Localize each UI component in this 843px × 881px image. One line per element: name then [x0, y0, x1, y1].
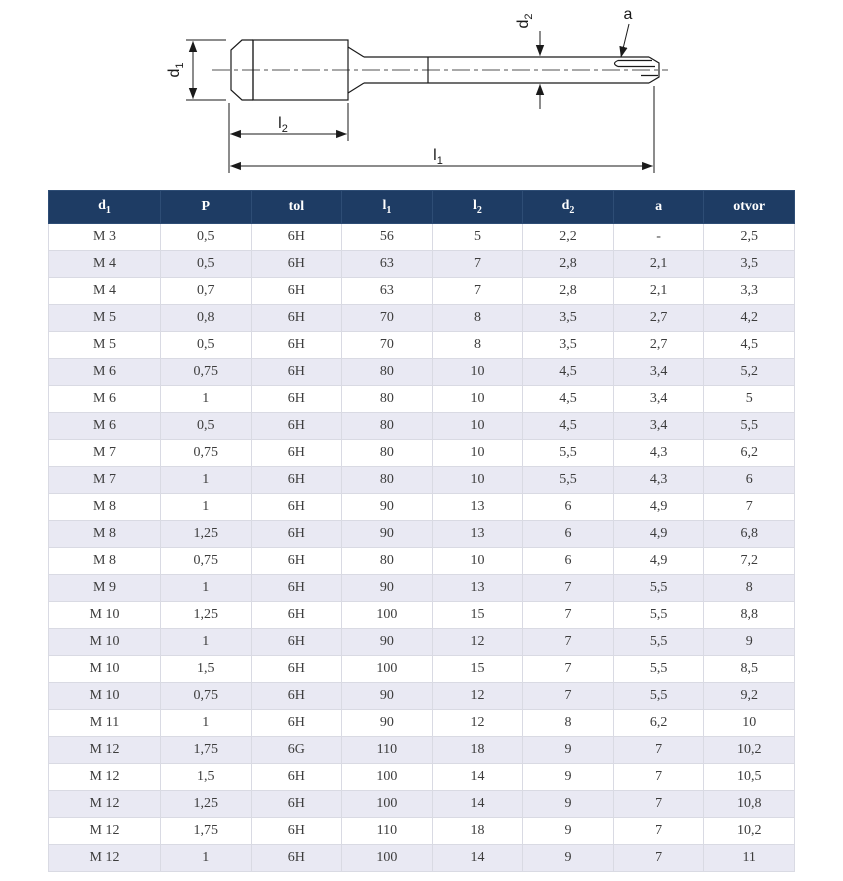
- cell-tol: 6H: [251, 709, 342, 736]
- cell-l1: 100: [342, 790, 433, 817]
- table-row: [49, 682, 795, 709]
- cell-p: 0,5: [161, 223, 252, 250]
- cell-d1: M 6: [49, 412, 161, 439]
- cell-otvor: 8: [704, 574, 795, 601]
- cell-a: 2,7: [613, 304, 704, 331]
- cell-d1: M 8: [49, 520, 161, 547]
- cell-d2: 7: [523, 574, 614, 601]
- cell-l2: 10: [432, 358, 523, 385]
- cell-p: 1: [161, 844, 252, 871]
- cell-l2: 18: [432, 817, 523, 844]
- cell-a: 7: [613, 763, 704, 790]
- cell-a: 7: [613, 844, 704, 871]
- cell-otvor: 10: [704, 709, 795, 736]
- cell-a: 4,9: [613, 493, 704, 520]
- table-row: [49, 817, 795, 844]
- cell-l1: 56: [342, 223, 433, 250]
- cell-tol: 6H: [251, 817, 342, 844]
- cell-tol: 6H: [251, 682, 342, 709]
- table-row: [49, 412, 795, 439]
- cell-l1: 80: [342, 412, 433, 439]
- table-row: [49, 493, 795, 520]
- cell-tol: 6H: [251, 493, 342, 520]
- cell-d1: M 10: [49, 682, 161, 709]
- table-row: [49, 763, 795, 790]
- cell-d1: M 7: [49, 439, 161, 466]
- cell-otvor: 3,5: [704, 250, 795, 277]
- cell-otvor: 8,8: [704, 601, 795, 628]
- cell-p: 0,8: [161, 304, 252, 331]
- cell-a: 5,5: [613, 655, 704, 682]
- cell-d2: 2,8: [523, 250, 614, 277]
- cell-tol: 6H: [251, 628, 342, 655]
- cell-otvor: 6,2: [704, 439, 795, 466]
- cell-l2: 7: [432, 277, 523, 304]
- cell-a: 5,5: [613, 628, 704, 655]
- cell-a: 6,2: [613, 709, 704, 736]
- cell-p: 0,75: [161, 439, 252, 466]
- cell-a: 5,5: [613, 601, 704, 628]
- table-row: [49, 277, 795, 304]
- cell-d2: 9: [523, 844, 614, 871]
- cell-p: 0,75: [161, 682, 252, 709]
- cell-l1: 80: [342, 439, 433, 466]
- cell-d1: M 6: [49, 385, 161, 412]
- cell-d2: 6: [523, 547, 614, 574]
- cell-l2: 14: [432, 790, 523, 817]
- cell-l1: 90: [342, 520, 433, 547]
- cell-l2: 7: [432, 250, 523, 277]
- cell-tol: 6H: [251, 466, 342, 493]
- cell-a: 2,7: [613, 331, 704, 358]
- cell-l2: 13: [432, 493, 523, 520]
- cell-d2: 2,2: [523, 223, 614, 250]
- cell-l1: 90: [342, 682, 433, 709]
- cell-l1: 110: [342, 817, 433, 844]
- cell-d2: 9: [523, 790, 614, 817]
- cell-d1: M 10: [49, 655, 161, 682]
- cell-tol: 6H: [251, 655, 342, 682]
- flute-slot: [615, 61, 656, 67]
- cell-l2: 13: [432, 574, 523, 601]
- cell-l2: 14: [432, 844, 523, 871]
- table-row: [49, 223, 795, 250]
- cell-d2: 3,5: [523, 304, 614, 331]
- cell-d1: M 8: [49, 547, 161, 574]
- table-row: [49, 547, 795, 574]
- label-l1: $l_1$: [433, 147, 443, 167]
- cell-l2: 10: [432, 412, 523, 439]
- cell-d2: 7: [523, 655, 614, 682]
- label-d1: $d_1$: [166, 62, 186, 78]
- cell-l1: 110: [342, 736, 433, 763]
- cell-a: 4,9: [613, 547, 704, 574]
- cell-d2: 4,5: [523, 385, 614, 412]
- table-row: [49, 844, 795, 871]
- cell-p: 0,5: [161, 331, 252, 358]
- cell-d2: 3,5: [523, 331, 614, 358]
- cell-p: 0,5: [161, 412, 252, 439]
- cell-tol: 6H: [251, 277, 342, 304]
- cell-d2: 4,5: [523, 412, 614, 439]
- table-body: [49, 223, 795, 871]
- table-row: [49, 331, 795, 358]
- cell-tol: 6H: [251, 250, 342, 277]
- cell-a: 2,1: [613, 277, 704, 304]
- cell-a: 7: [613, 736, 704, 763]
- cell-p: 1: [161, 385, 252, 412]
- cell-p: 0,5: [161, 250, 252, 277]
- cell-l1: 80: [342, 358, 433, 385]
- label-l2: $l_2$: [278, 115, 288, 135]
- cell-l1: 80: [342, 385, 433, 412]
- cell-d1: M 5: [49, 331, 161, 358]
- cell-otvor: 9,2: [704, 682, 795, 709]
- table-row: [49, 358, 795, 385]
- cell-tol: 6H: [251, 331, 342, 358]
- cell-a: 3,4: [613, 358, 704, 385]
- cell-l2: 8: [432, 331, 523, 358]
- cell-l1: 100: [342, 655, 433, 682]
- table-row: [49, 736, 795, 763]
- cell-tol: 6H: [251, 763, 342, 790]
- cell-otvor: 6: [704, 466, 795, 493]
- cell-d2: 8: [523, 709, 614, 736]
- cell-d1: M 11: [49, 709, 161, 736]
- tap-drawing-svg: [0, 0, 843, 184]
- cell-a: -: [613, 223, 704, 250]
- cell-l2: 10: [432, 547, 523, 574]
- cell-d2: 4,5: [523, 358, 614, 385]
- cell-otvor: 4,2: [704, 304, 795, 331]
- cell-d2: 9: [523, 763, 614, 790]
- column-header-d1: $d_1$: [49, 191, 161, 224]
- cell-d2: 5,5: [523, 466, 614, 493]
- cell-d2: 7: [523, 682, 614, 709]
- cell-d1: M 5: [49, 304, 161, 331]
- cell-otvor: 7,2: [704, 547, 795, 574]
- table-row: [49, 520, 795, 547]
- table-row: [49, 790, 795, 817]
- cell-l2: 12: [432, 628, 523, 655]
- cell-otvor: 4,5: [704, 331, 795, 358]
- cell-p: 1,25: [161, 790, 252, 817]
- cell-d1: M 4: [49, 250, 161, 277]
- table-row: [49, 250, 795, 277]
- cell-d2: 6: [523, 493, 614, 520]
- cell-l1: 70: [342, 304, 433, 331]
- cell-d1: M 12: [49, 817, 161, 844]
- cell-d1: M 12: [49, 790, 161, 817]
- cell-otvor: 6,8: [704, 520, 795, 547]
- cell-l2: 13: [432, 520, 523, 547]
- cell-a: 5,5: [613, 574, 704, 601]
- cell-otvor: 10,8: [704, 790, 795, 817]
- cell-a: 4,9: [613, 520, 704, 547]
- cell-a: 7: [613, 817, 704, 844]
- cell-l2: 5: [432, 223, 523, 250]
- cell-l2: 10: [432, 466, 523, 493]
- table-header-row: [49, 191, 795, 224]
- cell-p: 1,5: [161, 763, 252, 790]
- cell-otvor: 5,5: [704, 412, 795, 439]
- cell-a: 5,5: [613, 682, 704, 709]
- cell-otvor: 2,5: [704, 223, 795, 250]
- cell-p: 1,75: [161, 817, 252, 844]
- dimension-lines: [186, 24, 654, 173]
- column-header-a: a: [613, 191, 704, 224]
- dimension-labels: [166, 6, 633, 167]
- cell-l1: 100: [342, 763, 433, 790]
- cell-l1: 80: [342, 466, 433, 493]
- cell-otvor: 10,5: [704, 763, 795, 790]
- label-a: a: [623, 6, 633, 23]
- table-row: [49, 709, 795, 736]
- cell-l1: 90: [342, 574, 433, 601]
- cell-a: 4,3: [613, 439, 704, 466]
- cell-l1: 90: [342, 493, 433, 520]
- cell-p: 1,75: [161, 736, 252, 763]
- cell-p: 1,5: [161, 655, 252, 682]
- cell-tol: 6H: [251, 844, 342, 871]
- cell-tol: 6H: [251, 223, 342, 250]
- cell-p: 1: [161, 628, 252, 655]
- leader-a: [621, 24, 629, 57]
- column-header-otvor: otvor: [704, 191, 795, 224]
- cell-a: 3,4: [613, 385, 704, 412]
- table-row: [49, 601, 795, 628]
- cell-tol: 6H: [251, 574, 342, 601]
- cell-l2: 15: [432, 601, 523, 628]
- cell-a: 2,1: [613, 250, 704, 277]
- cell-l2: 10: [432, 439, 523, 466]
- cell-p: 1: [161, 574, 252, 601]
- cell-tol: 6H: [251, 385, 342, 412]
- cell-tol: 6H: [251, 790, 342, 817]
- cell-p: 1,25: [161, 520, 252, 547]
- cell-d2: 7: [523, 601, 614, 628]
- cell-l1: 63: [342, 250, 433, 277]
- column-header-l1: $l_1$: [342, 191, 433, 224]
- cell-a: 3,4: [613, 412, 704, 439]
- cell-l2: 18: [432, 736, 523, 763]
- cell-p: 1: [161, 466, 252, 493]
- table-row: [49, 628, 795, 655]
- cell-otvor: 10,2: [704, 817, 795, 844]
- cell-p: 0,75: [161, 547, 252, 574]
- cell-d1: M 8: [49, 493, 161, 520]
- cell-p: 0,75: [161, 358, 252, 385]
- cell-a: 7: [613, 790, 704, 817]
- cell-l2: 14: [432, 763, 523, 790]
- cell-l1: 80: [342, 547, 433, 574]
- cell-d1: M 7: [49, 466, 161, 493]
- cell-d2: 7: [523, 628, 614, 655]
- cell-d1: M 3: [49, 223, 161, 250]
- column-header-l2: $l_2$: [432, 191, 523, 224]
- cell-tol: 6H: [251, 412, 342, 439]
- table-row: [49, 439, 795, 466]
- column-header-p: P: [161, 191, 252, 224]
- column-header-d2: $d_2$: [523, 191, 614, 224]
- cell-tol: 6H: [251, 439, 342, 466]
- table-row: [49, 385, 795, 412]
- cell-tol: 6H: [251, 520, 342, 547]
- cell-d1: M 10: [49, 628, 161, 655]
- table-row: [49, 466, 795, 493]
- cell-otvor: 3,3: [704, 277, 795, 304]
- cell-otvor: 8,5: [704, 655, 795, 682]
- column-header-tol: tol: [251, 191, 342, 224]
- cell-d2: 5,5: [523, 439, 614, 466]
- cell-d2: 6: [523, 520, 614, 547]
- cell-otvor: 5: [704, 385, 795, 412]
- cell-l1: 70: [342, 331, 433, 358]
- cell-tol: 6H: [251, 547, 342, 574]
- cell-p: 0,7: [161, 277, 252, 304]
- cell-d2: 9: [523, 736, 614, 763]
- cell-d1: M 12: [49, 763, 161, 790]
- cell-p: 1: [161, 709, 252, 736]
- cell-tol: 6G: [251, 736, 342, 763]
- tap-technical-drawing: [0, 0, 843, 186]
- cell-d2: 2,8: [523, 277, 614, 304]
- cell-otvor: 9: [704, 628, 795, 655]
- cell-d1: M 9: [49, 574, 161, 601]
- cell-l2: 8: [432, 304, 523, 331]
- tap-outline: [212, 40, 668, 100]
- label-d2: $d_2$: [515, 13, 535, 29]
- cell-l1: 63: [342, 277, 433, 304]
- cell-otvor: 7: [704, 493, 795, 520]
- cell-d1: M 10: [49, 601, 161, 628]
- cell-l2: 12: [432, 709, 523, 736]
- cell-d1: M 4: [49, 277, 161, 304]
- cell-l1: 100: [342, 844, 433, 871]
- cell-p: 1,25: [161, 601, 252, 628]
- cell-p: 1: [161, 493, 252, 520]
- cell-a: 4,3: [613, 466, 704, 493]
- table-row: [49, 304, 795, 331]
- tap-dimensions-table: [48, 190, 795, 872]
- cell-l1: 90: [342, 628, 433, 655]
- cell-otvor: 5,2: [704, 358, 795, 385]
- table-row: [49, 655, 795, 682]
- cell-d1: M 12: [49, 844, 161, 871]
- cell-l1: 90: [342, 709, 433, 736]
- cell-l2: 12: [432, 682, 523, 709]
- cell-l2: 10: [432, 385, 523, 412]
- cell-otvor: 10,2: [704, 736, 795, 763]
- cell-tol: 6H: [251, 601, 342, 628]
- cell-d1: M 12: [49, 736, 161, 763]
- cell-l2: 15: [432, 655, 523, 682]
- table-row: [49, 574, 795, 601]
- cell-otvor: 11: [704, 844, 795, 871]
- cell-d1: M 6: [49, 358, 161, 385]
- cell-l1: 100: [342, 601, 433, 628]
- cell-d2: 9: [523, 817, 614, 844]
- cell-tol: 6H: [251, 358, 342, 385]
- cell-tol: 6H: [251, 304, 342, 331]
